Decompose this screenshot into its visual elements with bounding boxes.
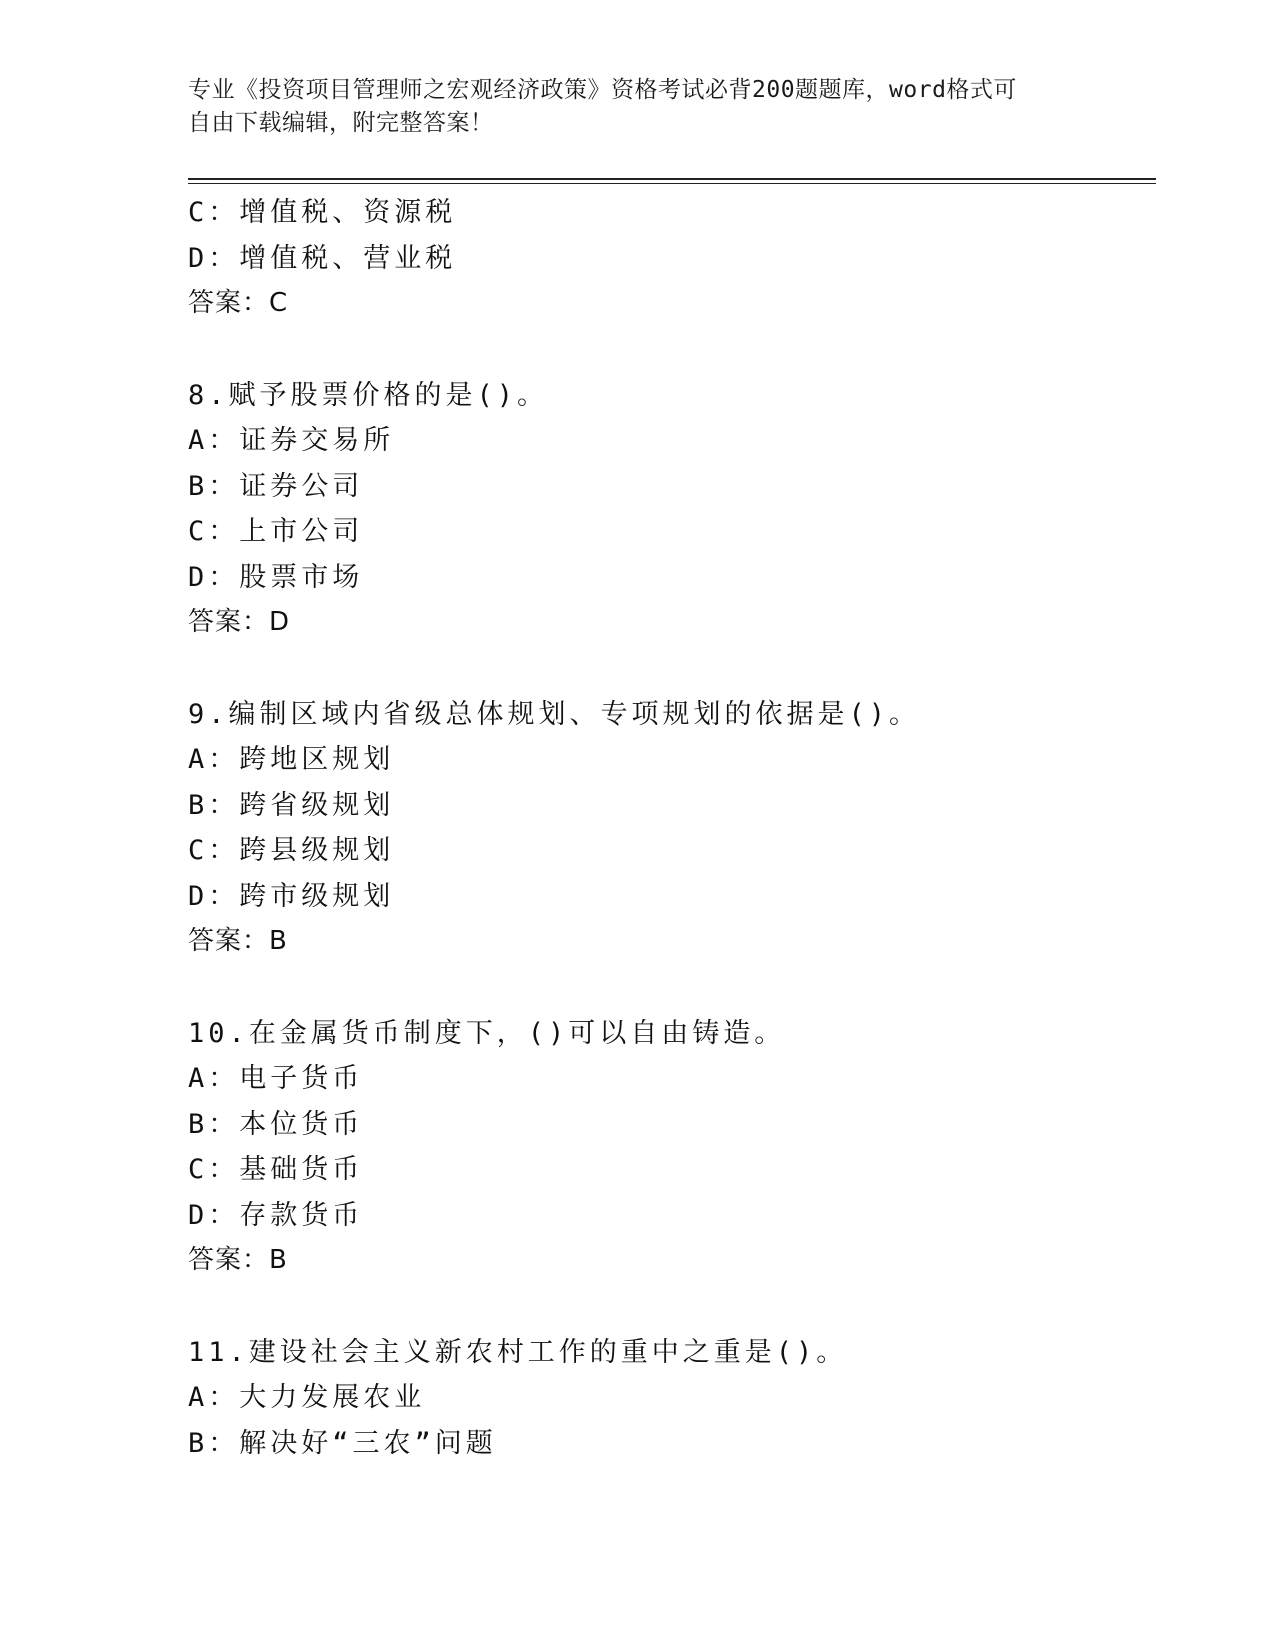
option-d: D：存款货币 [188,1199,364,1231]
option-a: A：大力发展农业 [188,1382,426,1413]
spacer [188,965,1148,1011]
document-header [188,74,1088,140]
option-b: B：证券公司 [188,470,364,502]
question-block-9 [188,692,1148,965]
option-b: B：解决好“三农”问题 [188,1427,497,1459]
spacer [188,1284,1148,1330]
question-stem: 10.在金属货币制度下，()可以自由铸造。 [188,1017,786,1049]
header-divider-thin [188,183,1156,184]
option-c: C：增值税、资源税 [188,197,457,228]
option-c: C：基础货币 [188,1154,364,1185]
question-stem: 9.编制区域内省级总体规划、专项规划的依据是()。 [188,698,921,730]
option-d: D：跨市级规划 [188,880,395,912]
question-block-7 [188,190,1148,327]
answer-line: 答案：B [188,1245,288,1275]
answer-line: 答案：D [188,607,291,637]
spacer [188,327,1148,373]
option-c: C：上市公司 [188,516,364,547]
option-a: A：电子货币 [188,1063,364,1094]
option-c: C：跨县级规划 [188,835,395,866]
header-divider-thick [188,178,1156,180]
answer-line: 答案：B [188,926,288,956]
question-block-10 [188,1011,1148,1284]
question-list [188,190,1148,1466]
option-d: D：增值税、营业税 [188,242,457,274]
option-b: B：跨省级规划 [188,789,395,821]
option-b: B：本位货币 [188,1108,364,1140]
option-d: D：股票市场 [188,561,364,593]
question-block-11 [188,1330,1148,1467]
question-block-8 [188,373,1148,646]
header-line-1: 专业《投资项目管理师之宏观经济政策》资格考试必背200题题库，word格式可 [188,77,1017,103]
spacer [188,646,1148,692]
answer-line: 答案：C [188,288,289,318]
option-a: A：跨地区规划 [188,744,395,775]
question-stem: 8.赋予股票价格的是()。 [188,379,549,411]
option-a: A：证券交易所 [188,425,395,456]
header-line-2: 自由下载编辑，附完整答案！ [188,110,494,136]
question-stem: 11.建设社会主义新农村工作的重中之重是()。 [188,1336,848,1368]
